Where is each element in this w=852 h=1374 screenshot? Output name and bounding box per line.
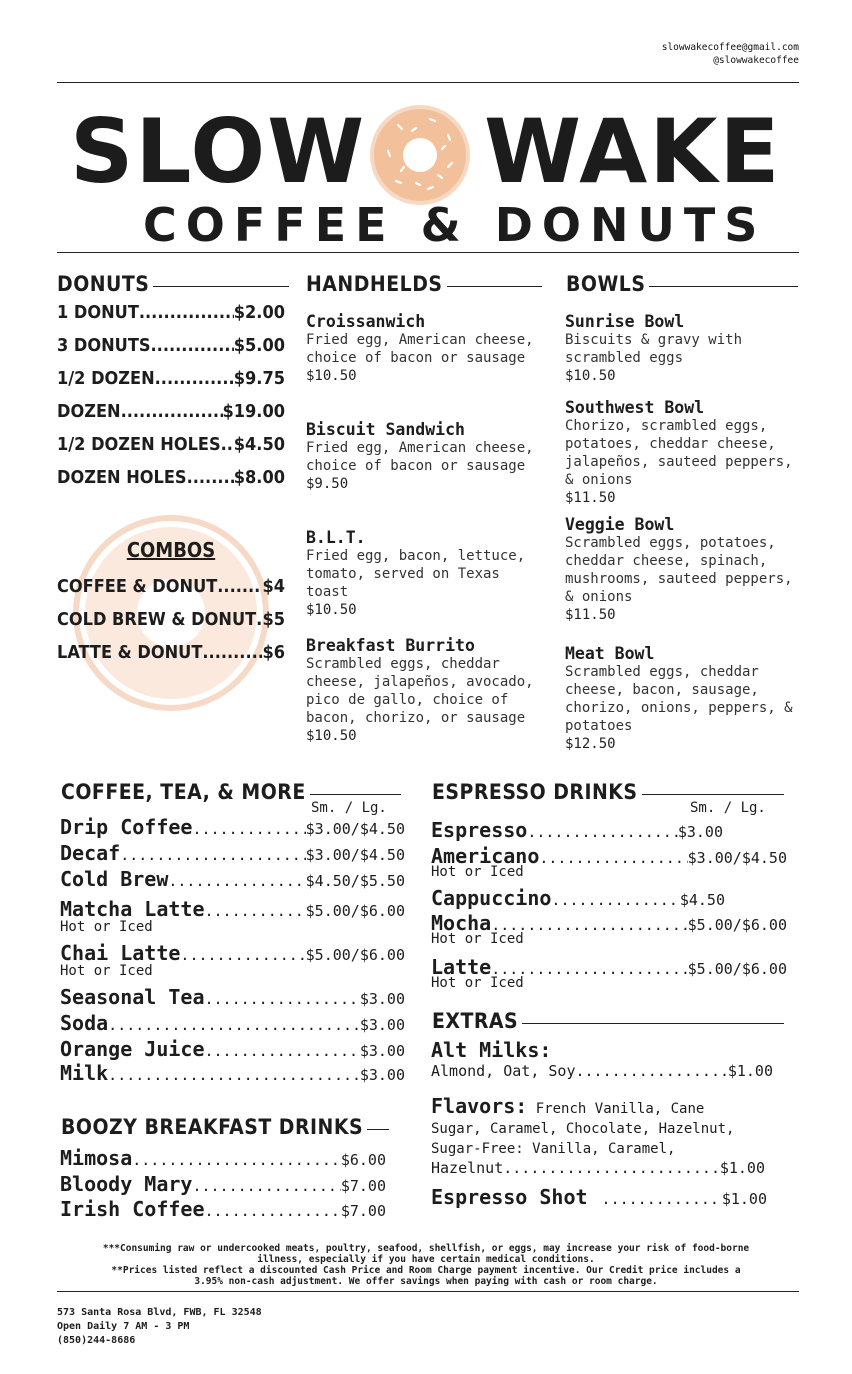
- boozy-header: [61, 1115, 389, 1139]
- combos-block: [57, 538, 285, 669]
- hours: Open Daily 7 AM - 3 PM: [57, 1321, 190, 1332]
- handheld-item: Croissanwich Fried egg, American cheese, choice of bacon or sausage $10.50: [306, 312, 534, 384]
- combo-row: COLD BREW & DONUT ..... $5: [57, 603, 285, 636]
- boozy-row: Mimosa ..... $6.00: [60, 1146, 386, 1172]
- flavors-line3: Sugar-Free: Vanilla, Caramel,: [431, 1141, 676, 1157]
- donuts-list: [57, 296, 285, 494]
- espresso-note: Hot or Iced: [431, 864, 524, 880]
- footer-notes: [40, 1243, 812, 1287]
- pricing-line1: **Prices listed reflect a discounted Cash Price and Room Charge payment incentive. Our Credit price includes a: [111, 1265, 741, 1276]
- coffee-list: [60, 815, 405, 1085]
- combo-row: LATTE & DONUT ..... $6: [57, 636, 285, 669]
- donut-row: 1 DONUT ..... $2.00: [57, 296, 285, 329]
- coffee-note: Hot or Iced: [60, 919, 153, 935]
- coffee-note: Hot or Iced: [60, 963, 153, 979]
- coffee-size-label: Sm. / Lg.: [311, 800, 387, 816]
- boozy-row: Bloody Mary ..... $7.00: [60, 1172, 386, 1197]
- donut-logo-icon: [368, 103, 472, 207]
- espresso-size-label: Sm. / Lg.: [690, 800, 766, 816]
- donuts-title: DONUTS: [57, 272, 150, 296]
- donut-row: DOZEN HOLES ..... $8.00: [57, 461, 285, 494]
- handheld-item: B.L.T. Fried egg, bacon, lettuce, tomato, served on Texas toast $10.50: [306, 528, 526, 618]
- pricing-line2: 3.95% non-cash adjustment. We offer savings when paying with cash or room charge.: [194, 1276, 658, 1287]
- donut-row: 1/2 DOZEN ..... $9.75: [57, 362, 285, 395]
- flavors-label: Flavors:: [431, 1094, 528, 1118]
- donut-row: DOZEN ..... $19.00: [57, 395, 285, 428]
- espresso-title: ESPRESSO DRINKS: [432, 780, 638, 804]
- brand-word-slow: SLOW: [70, 100, 367, 203]
- flavors-line2: Sugar, Caramel, Chocolate, Hazelnut,: [431, 1121, 735, 1137]
- coffee-row: Chai Latte ..... $5.00/$6.00: [60, 941, 405, 963]
- bowl-item: Sunrise Bowl Biscuits & gravy with scrambled eggs $10.50: [565, 312, 743, 384]
- coffee-row: Orange Juice ..... $3.00: [60, 1037, 405, 1061]
- espresso-note: Hot or Iced: [431, 931, 524, 947]
- warning-line2: illness, especially if you have certain medical conditions.: [257, 1254, 595, 1265]
- handheld-item: Biscuit Sandwich Fried egg, American cheese, choice of bacon or sausage $9.50: [306, 420, 534, 492]
- top-divider: [57, 82, 799, 83]
- alt-milks-label: Alt Milks:: [431, 1038, 552, 1062]
- espresso-note: Hot or Iced: [431, 975, 524, 991]
- combo-row: COFFEE & DONUT ..... $4: [57, 570, 285, 603]
- espresso-row: Latte ..... $5.00/$6.00: [431, 955, 787, 975]
- address: 573 Santa Rosa Blvd, FWB, FL 32548: [57, 1307, 262, 1318]
- espresso-row: Espresso ..... $3.00: [431, 818, 787, 844]
- combos-title: COMBOS: [126, 538, 216, 562]
- brand-word-wake: WAKE: [484, 100, 782, 203]
- flavors-line1: French Vanilla, Cane: [535, 1101, 705, 1117]
- donuts-header: [57, 272, 289, 296]
- contact-block: [662, 42, 799, 67]
- handhelds-title: HANDHELDS: [306, 272, 443, 296]
- header-divider: [57, 252, 799, 253]
- espresso-row: Americano ..... $3.00/$4.50: [431, 844, 787, 864]
- flavors-block: [431, 1096, 773, 1119]
- address-block: [57, 1306, 262, 1348]
- extras-block: [431, 1038, 773, 1213]
- espresso-row: Mocha ..... $5.00/$6.00: [431, 911, 787, 931]
- boozy-row: Irish Coffee ..... $7.00: [60, 1197, 386, 1222]
- coffee-row: Decaf ..... $3.00/$4.50: [60, 841, 405, 867]
- espresso-row: Cappuccino ..... $4.50: [431, 886, 787, 911]
- extras-header: [432, 1009, 784, 1033]
- donut-row: 3 DONUTS ..... $5.00: [57, 329, 285, 362]
- warning-line1: ***Consuming raw or undercooked meats, poultry, seafood, shellfish, or eggs, may increase your risk of food-borne: [102, 1243, 750, 1254]
- coffee-row: Soda ..... $3.00: [60, 1011, 405, 1037]
- alt-milks-row: Almond, Oat, Soy ..... $1.00: [431, 1062, 773, 1096]
- boozy-list: [60, 1146, 386, 1222]
- donut-row: 1/2 DOZEN HOLES ..... $4.50: [57, 428, 285, 461]
- contact-email[interactable]: slowwakecoffee@gmail.com: [661, 42, 799, 53]
- handheld-item: Breakfast Burrito Scrambled eggs, cheddar cheese, jalapeños, avocado, pico de gallo, choice of bacon, chorizo, or sausage $10.50: [306, 636, 534, 744]
- contact-handle[interactable]: @slowwakecoffee: [713, 54, 799, 66]
- coffee-row: Drip Coffee ..... $3.00/$4.50: [60, 815, 405, 841]
- coffee-title: COFFEE, TEA, & MORE: [61, 780, 306, 804]
- espresso-shot-row: Espresso Shot ..... $1.00: [431, 1185, 767, 1213]
- bowls-header: [566, 272, 798, 296]
- bowl-item: Southwest Bowl Chorizo, scrambled eggs, potatoes, cheddar cheese, jalapeños, sauteed peppers, & onions $11.50: [565, 398, 793, 506]
- bowl-item: Veggie Bowl Scrambled eggs, potatoes, cheddar cheese, spinach, mushrooms, sauteed peppers, & onions $11.50: [565, 515, 793, 623]
- boozy-title: BOOZY BREAKFAST DRINKS: [61, 1115, 364, 1139]
- handhelds-header: [306, 272, 542, 296]
- bowl-item: Meat Bowl Scrambled eggs, cheddar cheese, bacon, sausage, chorizo, onions, peppers, & potatoes $12.50: [565, 644, 793, 752]
- espresso-list: [431, 818, 787, 993]
- footer-divider: [57, 1291, 799, 1292]
- bowls-title: BOWLS: [566, 272, 646, 296]
- flavors-price-row: Hazelnut ..... $1.00: [431, 1159, 765, 1179]
- extras-title: EXTRAS: [432, 1009, 519, 1033]
- coffee-row: Seasonal Tea ..... $3.00: [60, 985, 405, 1011]
- coffee-row: Matcha Latte ..... $5.00/$6.00: [60, 897, 405, 919]
- coffee-row: Milk ..... $3.00: [60, 1061, 405, 1085]
- coffee-row: Cold Brew ..... $4.50/$5.50: [60, 867, 405, 895]
- phone[interactable]: (850)244-8686: [57, 1335, 136, 1346]
- brand-subtitle: COFFEE & DONUTS: [143, 198, 767, 252]
